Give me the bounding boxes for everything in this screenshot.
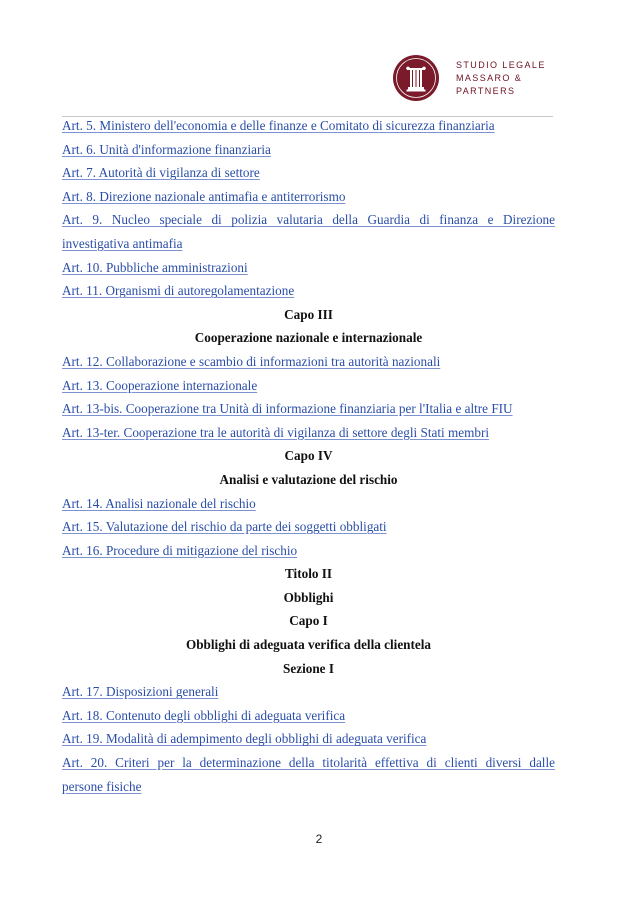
article-link[interactable]: Art. 16. Procedure di mitigazione del rischio bbox=[62, 542, 298, 558]
article-link[interactable]: Art. 13. Cooperazione internazionale bbox=[62, 377, 258, 393]
article-link[interactable]: Art. 11. Organismi di autoregolamentazione bbox=[62, 283, 295, 299]
firm-logo bbox=[392, 52, 562, 104]
toc-entry bbox=[62, 421, 555, 445]
section-heading: Sezione I bbox=[283, 660, 334, 676]
toc-entry bbox=[62, 161, 555, 185]
toc-entry bbox=[62, 751, 555, 775]
toc-entry bbox=[62, 775, 555, 799]
article-link[interactable]: Art. 14. Analisi nazionale del rischio bbox=[62, 495, 256, 511]
logo-text-line2: MASSARO & PARTNERS bbox=[456, 72, 523, 96]
section-heading: Cooperazione nazionale e internazionale bbox=[194, 330, 423, 346]
article-link[interactable]: Art. 13-bis. Cooperazione tra Unità di informazione finanziaria per l'Italia e altre FIU bbox=[62, 401, 513, 417]
article-link[interactable]: Art. 15. Valutazione del rischio da parte dei soggetti obbligati bbox=[62, 519, 387, 535]
toc-entry bbox=[62, 114, 555, 138]
section-heading: Capo I bbox=[289, 613, 328, 629]
toc-entry bbox=[62, 397, 555, 421]
toc-entry bbox=[62, 185, 555, 209]
toc-entry bbox=[62, 374, 555, 398]
table-of-contents bbox=[62, 114, 555, 798]
toc-entry bbox=[62, 680, 555, 704]
article-link[interactable]: Art. 19. Modalità di adempimento degli obblighi di adeguata verifica bbox=[62, 731, 427, 747]
article-link[interactable]: Art. 9. Nucleo speciale di polizia valutaria della Guardia di finanza e Direzione bbox=[62, 212, 555, 228]
article-link[interactable]: Art. 17. Disposizioni generali bbox=[62, 684, 219, 700]
article-link[interactable]: Art. 5. Ministero dell'economia e delle finanze e Comitato di sicurezza finanziaria bbox=[62, 118, 495, 133]
section-heading: Titolo II bbox=[284, 566, 333, 582]
section-heading: Capo IV bbox=[284, 448, 333, 464]
article-link[interactable]: investigativa antimafia bbox=[62, 235, 183, 251]
section-heading: Obblighi bbox=[283, 589, 334, 605]
toc-entry bbox=[62, 138, 555, 162]
toc-entry bbox=[62, 539, 555, 563]
toc-entry bbox=[62, 256, 555, 280]
article-link[interactable]: Art. 10. Pubbliche amministrazioni bbox=[62, 259, 248, 275]
toc-entry bbox=[62, 727, 555, 751]
logo-wordmark bbox=[456, 59, 562, 98]
toc-entry bbox=[62, 515, 555, 539]
section-heading: Obblighi di adeguata verifica della clientela bbox=[185, 637, 432, 653]
toc-entry bbox=[62, 704, 555, 728]
toc-entry bbox=[62, 492, 555, 516]
article-link[interactable]: Art. 8. Direzione nazionale antimafia e antiterrorismo bbox=[62, 188, 346, 204]
article-link[interactable]: Art. 6. Unità d'informazione finanziaria bbox=[62, 141, 271, 157]
column-seal-icon bbox=[392, 54, 440, 102]
article-link[interactable]: Art. 13-ter. Cooperazione tra le autorità di vigilanza di settore degli Stati membri bbox=[62, 424, 489, 440]
toc-entry bbox=[62, 232, 555, 256]
article-link[interactable]: Art. 20. Criteri per la determinazione della titolarità effettiva di clienti diversi dalle bbox=[62, 755, 555, 771]
page-number: 2 bbox=[315, 832, 323, 846]
article-link[interactable]: Art. 18. Contenuto degli obblighi di adeguata verifica bbox=[62, 707, 346, 723]
toc-entry bbox=[62, 350, 555, 374]
toc-entry bbox=[62, 279, 555, 303]
article-link[interactable]: Art. 12. Collaborazione e scambio di informazioni tra autorità nazionali bbox=[62, 353, 441, 369]
toc-entry bbox=[62, 208, 555, 232]
section-heading: Analisi e valutazione del rischio bbox=[219, 471, 398, 487]
article-link[interactable]: Art. 7. Autorità di vigilanza di settore bbox=[62, 165, 260, 181]
article-link[interactable]: persone fisiche bbox=[62, 778, 142, 794]
section-heading: Capo III bbox=[284, 306, 333, 322]
logo-text-line1: STUDIO LEGALE bbox=[456, 59, 546, 70]
